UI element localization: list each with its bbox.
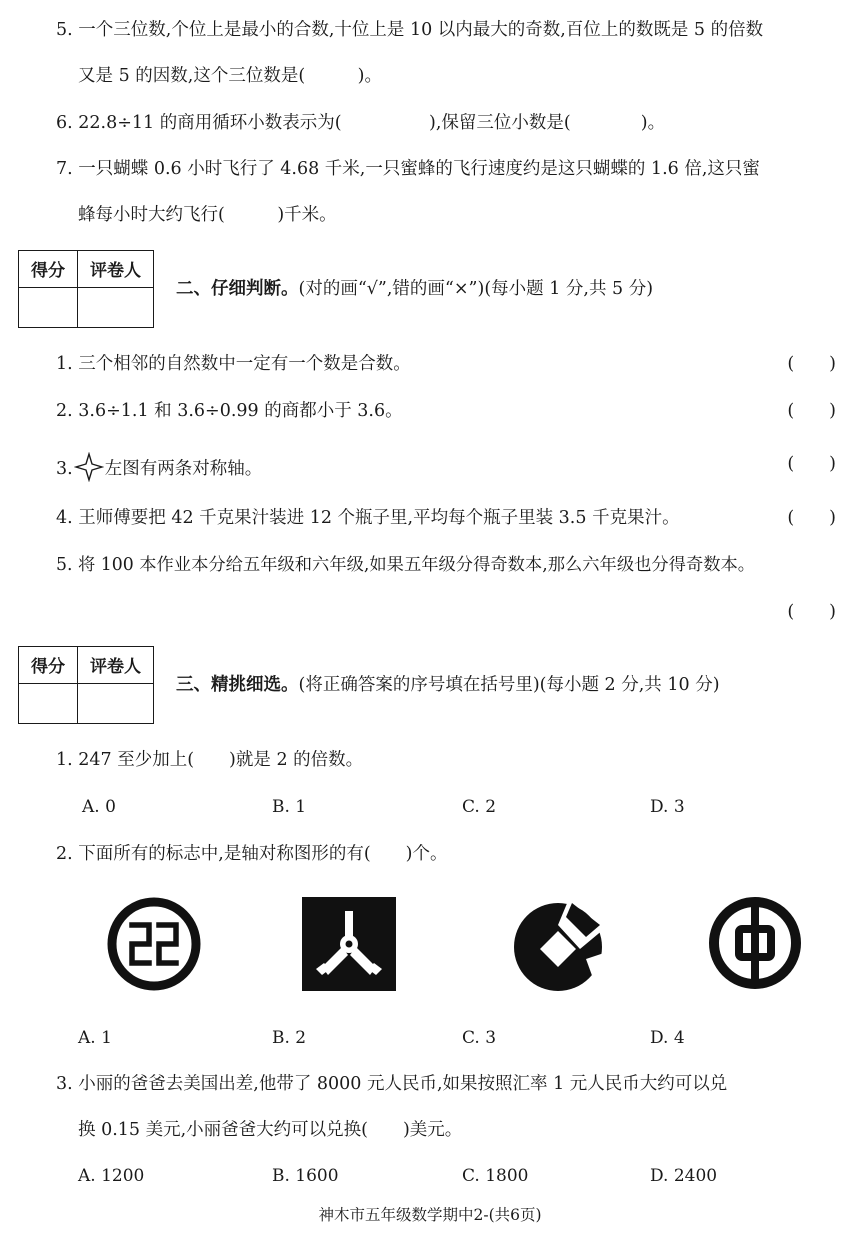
score-box-section3 (18, 646, 154, 724)
bank-logo-coin-icon (706, 894, 804, 992)
q1-option-d: D. 3 (650, 797, 685, 817)
q1-option-a: A. 0 (82, 797, 116, 817)
q3-option-c: C. 1800 (462, 1166, 529, 1186)
q2-option-a: A. 1 (78, 1028, 112, 1048)
q2-option-b: B. 2 (272, 1028, 307, 1048)
page-footer: 神木市五年级数学期中2-(共6页) (318, 1206, 542, 1224)
q1-option-c: C. 2 (462, 797, 497, 817)
answer-paren-1: ( ) (787, 354, 836, 374)
grader-label: 评卷人 (90, 657, 141, 677)
section2-instruction: (对的画“√”,错的画“×”)(每小题 1 分,共 5 分) (298, 279, 654, 299)
q2-option-c: C. 3 (462, 1028, 497, 1048)
q2-option-d: D. 4 (650, 1028, 685, 1048)
bank-logo-square-icon (302, 897, 396, 991)
choice-q2: 2. 下面所有的标志中,是轴对称图形的有( )个。 (56, 844, 448, 864)
judge-item-3 (56, 452, 262, 482)
q5-line1: 5. 一个三位数,个位上是最小的合数,十位上是 10 以内最大的奇数,百位上的数既是 5 的倍数 (56, 20, 764, 40)
four-point-star-icon (74, 452, 104, 482)
bank-logo-disc-icon (510, 895, 610, 995)
q3-option-d: D. 2400 (650, 1166, 718, 1186)
choice-q3-line2: 换 0.15 美元,小丽爸爸大约可以兑换( )美元。 (78, 1120, 463, 1140)
q3-option-a: A. 1200 (78, 1166, 145, 1186)
answer-paren-4: ( ) (787, 508, 836, 528)
answer-paren-5: ( ) (787, 602, 836, 622)
section3-heading: 三、精挑细选。 (176, 675, 299, 695)
judge-item-3-number: 3. (56, 459, 73, 479)
q1-option-b: B. 1 (272, 797, 307, 817)
choice-q3-line1: 3. 小丽的爸爸去美国出差,他带了 8000 元人民币,如果按照汇率 1 元人民币大约可以兑 (56, 1074, 728, 1094)
section3-instruction: (将正确答案的序号填在括号里)(每小题 2 分,共 10 分) (298, 675, 720, 695)
score-label: 得分 (31, 261, 65, 281)
score-box-section2 (18, 250, 154, 328)
bank-logo-ring-icon (105, 895, 203, 993)
section2-heading: 二、仔细判断。 (176, 279, 299, 299)
q7-line2: 蜂每小时大约飞行( )千米。 (78, 205, 337, 225)
q7-line1: 7. 一只蝴蝶 0.6 小时飞行了 4.68 千米,一只蜜蜂的飞行速度约是这只蝴蝶的 1.6 倍,这只蜜 (56, 159, 760, 179)
judge-item-1: 1. 三个相邻的自然数中一定有一个数是合数。 (56, 354, 411, 374)
q6: 6. 22.8÷11 的商用循环小数表示为( ),保留三位小数是( )。 (56, 113, 666, 133)
judge-item-4: 4. 王师傅要把 42 千克果汁装进 12 个瓶子里,平均每个瓶子里装 3.5 千克果汁。 (56, 508, 680, 528)
score-label: 得分 (31, 657, 65, 677)
judge-item-5: 5. 将 100 本作业本分给五年级和六年级,如果五年级分得奇数本,那么六年级也分得奇数本。 (56, 555, 756, 575)
choice-q1: 1. 247 至少加上( )就是 2 的倍数。 (56, 750, 364, 770)
grader-label: 评卷人 (90, 261, 141, 281)
judge-item-3-text: 左图有两条对称轴。 (104, 459, 263, 479)
judge-item-2: 2. 3.6÷1.1 和 3.6÷0.99 的商都小于 3.6。 (56, 401, 403, 421)
answer-paren-3: ( ) (787, 454, 836, 474)
section3-title (176, 673, 720, 697)
section2-title (176, 277, 653, 301)
answer-paren-2: ( ) (787, 401, 836, 421)
q3-option-b: B. 1600 (272, 1166, 339, 1186)
q5-line2: 又是 5 的因数,这个三位数是( )。 (78, 66, 382, 86)
